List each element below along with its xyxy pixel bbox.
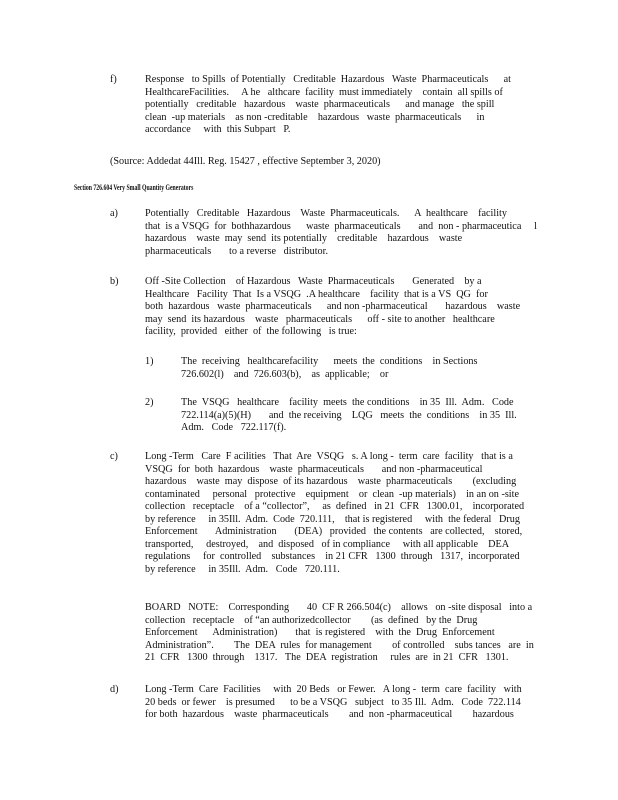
subparagraph-b1 (181, 356, 526, 381)
paragraph-a-line: hazardous waste may send its potentially creditable hazardous waste (145, 233, 463, 244)
paragraph-a-line: that is a VSQG for bothhazardous waste pharmaceuticals and non - pharmaceutica l (145, 220, 537, 232)
subparagraph-b2-line: 722.114(a)(5)(H) and the receiving LQG meets the conditions in 35 Ill. (181, 409, 517, 421)
paragraph-c (145, 451, 538, 576)
paragraph-c-line: regulations for controlled substances in 21 CFR 1300 through 1317, incorporated (145, 551, 520, 562)
paragraph-f-line: clean -up materials as non -creditable hazardous waste pharmaceuticals in (145, 111, 485, 123)
board-note-line: 21 CFR 1300 through 1317. The DEA registration rules are in 21 CFR 1301. (145, 652, 509, 663)
subparagraph-b2-line: The VSQG healthcare facility meets the conditions in 35 Ill. Adm. Code (181, 397, 514, 408)
paragraph-c-line: by reference in 35Ill. Adm. Code 720.111. (145, 563, 340, 575)
paragraph-b-line: may send its hazardous waste pharmaceuticals off - site to another healthcare (145, 313, 495, 325)
paragraph-d-line: 20 beds or fewer is presumed to be a VSQG subject to 35 Ill. Adm. Code 722.114 (145, 696, 521, 708)
subparagraph-b2 (181, 397, 529, 435)
paragraph-f-line: accordance with this Subpart P. (145, 124, 291, 135)
paragraph-c-line: by reference in 35Ill. Adm. Code 720.111, that is registered with the federal Drug (145, 513, 520, 525)
paragraph-a (145, 208, 538, 258)
subparagraph-b1-line: 726.602(l) and 726.603(b), as applicable; or (181, 368, 389, 380)
paragraph-c-line: hazardous waste may dispose of its hazardous waste pharmaceuticals (excluding (145, 476, 517, 487)
paragraph-d (145, 684, 538, 722)
subitem-label-b1: 1) (145, 356, 154, 367)
paragraph-b-line: both hazardous waste pharmaceuticals and non -pharmaceutical hazardous waste (145, 301, 521, 312)
paragraph-c-line: contaminated personal protective equipment or clean -up materials) in an on -site (145, 488, 519, 500)
item-label-a: a) (110, 208, 118, 219)
board-note-line: collection receptacle of “an authorizedcollector (as defined by the Drug (145, 614, 478, 626)
board-note-line: BOARD NOTE: Corresponding 40 CF R 266.504(c) allows on -site disposal into a (145, 602, 533, 613)
paragraph-b-line: facility, provided either of the following is true: (145, 326, 357, 337)
paragraph-d-line: for both hazardous waste pharmaceuticals and non -pharmaceutical hazardous (145, 709, 514, 720)
board-note (145, 602, 543, 665)
subparagraph-b1-line: The receiving healthcarefacility meets the conditions in Sections (181, 356, 478, 367)
board-note-line: Administration”. The DEA rules for management of controlled subs tances are in (145, 639, 534, 651)
subparagraph-b2-line: Adm. Code 722.117(f). (181, 422, 287, 433)
item-label-f: f) (110, 74, 117, 85)
paragraph-c-line: VSQG for both hazardous waste pharmaceuticals and non -pharmaceutical (145, 463, 483, 475)
paragraph-f-line: Response to Spills of Potentially Creditable Hazardous Waste Pharmaceuticals at (145, 74, 511, 85)
item-label-c: c) (110, 451, 118, 462)
paragraph-f (145, 74, 538, 137)
paragraph-f-line: HealthcareFacilities. A he althcare facility must immediately contain all spills of (145, 86, 503, 98)
paragraph-c-line: collection receptacle of a “collector”, as defined in 21 CFR 1300.01, incorporated (145, 501, 525, 512)
paragraph-b (145, 276, 538, 339)
paragraph-a-line: pharmaceuticals to a reverse distributor. (145, 245, 329, 257)
section-heading: Section 726.604 Very Small Quantity Generators (74, 183, 194, 192)
subitem-label-b2: 2) (145, 397, 154, 408)
board-note-line: Enforcement Administration) that is registered with the Drug Enforcement (145, 627, 495, 638)
paragraph-c-line: Enforcement Administration (DEA) provided the contents are collected, stored, (145, 526, 523, 537)
source-note: (Source: Addedat 44Ill. Reg. 15427 , effective September 3, 2020) (110, 156, 381, 167)
item-label-d: d) (110, 684, 119, 695)
paragraph-b-line: Healthcare Facility That Is a VSQG .A healthcare facility that is a VS QG for (145, 288, 488, 300)
paragraph-c-line: Long -Term Care F acilities That Are VSQG s. A long - term care facility that is a (145, 451, 513, 462)
paragraph-d-line: Long -Term Care Facilities with 20 Beds or Fewer. A long - term care facility with (145, 684, 522, 695)
paragraph-c-line: transported, destroyed, and disposed of in compliance with all applicable DEA (145, 538, 510, 550)
paragraph-b-line: Off -Site Collection of Hazardous Waste Pharmaceuticals Generated by a (145, 276, 482, 287)
paragraph-f-line: potentially creditable hazardous waste pharmaceuticals and manage the spill (145, 99, 495, 110)
paragraph-a-line: Potentially Creditable Hazardous Waste Pharmaceuticals. A healthcare facility (145, 208, 507, 219)
item-label-b: b) (110, 276, 119, 287)
